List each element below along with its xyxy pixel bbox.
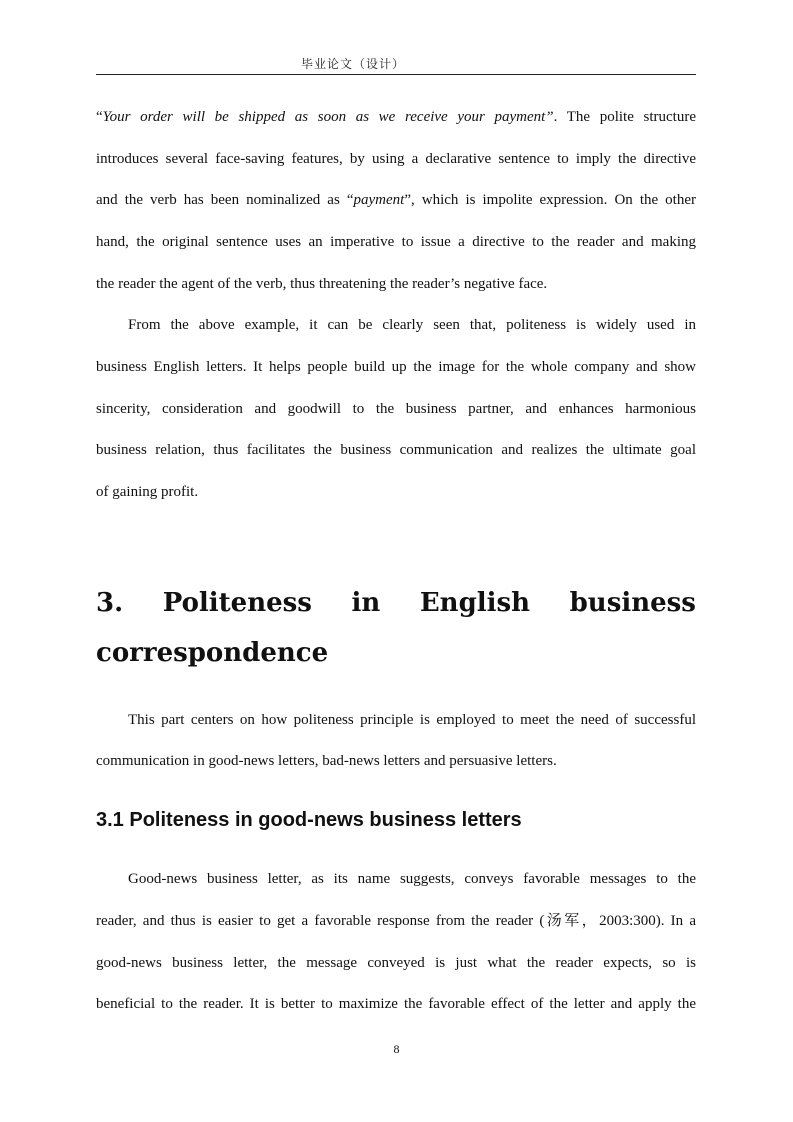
paragraph-line: beneficial to the reader. It is better to maximize the favorable effect of the letter and apply the bbox=[96, 996, 696, 1012]
paragraph-line: “Your order will be shipped as soon as we receive your payment”. The polite structure bbox=[96, 109, 696, 125]
section-heading-continued: correspondence bbox=[96, 638, 329, 668]
paragraph-line: the reader the agent of the verb, thus threatening the reader’s negative face. bbox=[96, 276, 548, 292]
page-header bbox=[96, 55, 696, 75]
header-title: 毕业论文（设计） bbox=[301, 57, 406, 71]
paragraph-line: This part centers on how politeness principle is employed to meet the need of successful bbox=[128, 712, 696, 728]
paragraph-line: and the verb has been nominalized as “payment”, which is impolite expression. On the other bbox=[96, 192, 696, 208]
section-heading: 3. Politeness in English business bbox=[96, 588, 696, 618]
quoted-example: Your order will be shipped as soon as we receive your payment” bbox=[102, 109, 554, 125]
paragraph-line: communication in good-news letters, bad-news letters and persuasive letters. bbox=[96, 753, 557, 769]
paragraph-line: sincerity, consideration and goodwill to the business partner, and enhances harmonious bbox=[96, 401, 696, 417]
paragraph-line: reader, and thus is easier to get a favorable response from the reader (汤军，2003:300). In a bbox=[96, 913, 696, 929]
paragraph-line: business English letters. It helps people build up the image for the whole company and show bbox=[96, 359, 696, 375]
quoted-word: payment bbox=[353, 192, 405, 208]
paragraph-line: of gaining profit. bbox=[96, 484, 199, 500]
paragraph-line: introduces several face-saving features, by using a declarative sentence to imply the directive bbox=[96, 151, 696, 167]
paragraph-line: hand, the original sentence uses an imperative to issue a directive to the reader and making bbox=[96, 234, 696, 250]
paragraph-line: From the above example, it can be clearly seen that, politeness is widely used in bbox=[128, 317, 696, 333]
paragraph-line: Good-news business letter, as its name suggests, conveys favorable messages to the bbox=[128, 871, 696, 887]
subsection-heading: 3.1 Politeness in good-news business letters bbox=[96, 809, 522, 831]
paragraph-line: good-news business letter, the message conveyed is just what the reader expects, so is bbox=[96, 955, 696, 971]
page-number: 8 bbox=[393, 1042, 400, 1056]
paragraph-line: business relation, thus facilitates the business communication and realizes the ultimate goal bbox=[96, 442, 696, 458]
